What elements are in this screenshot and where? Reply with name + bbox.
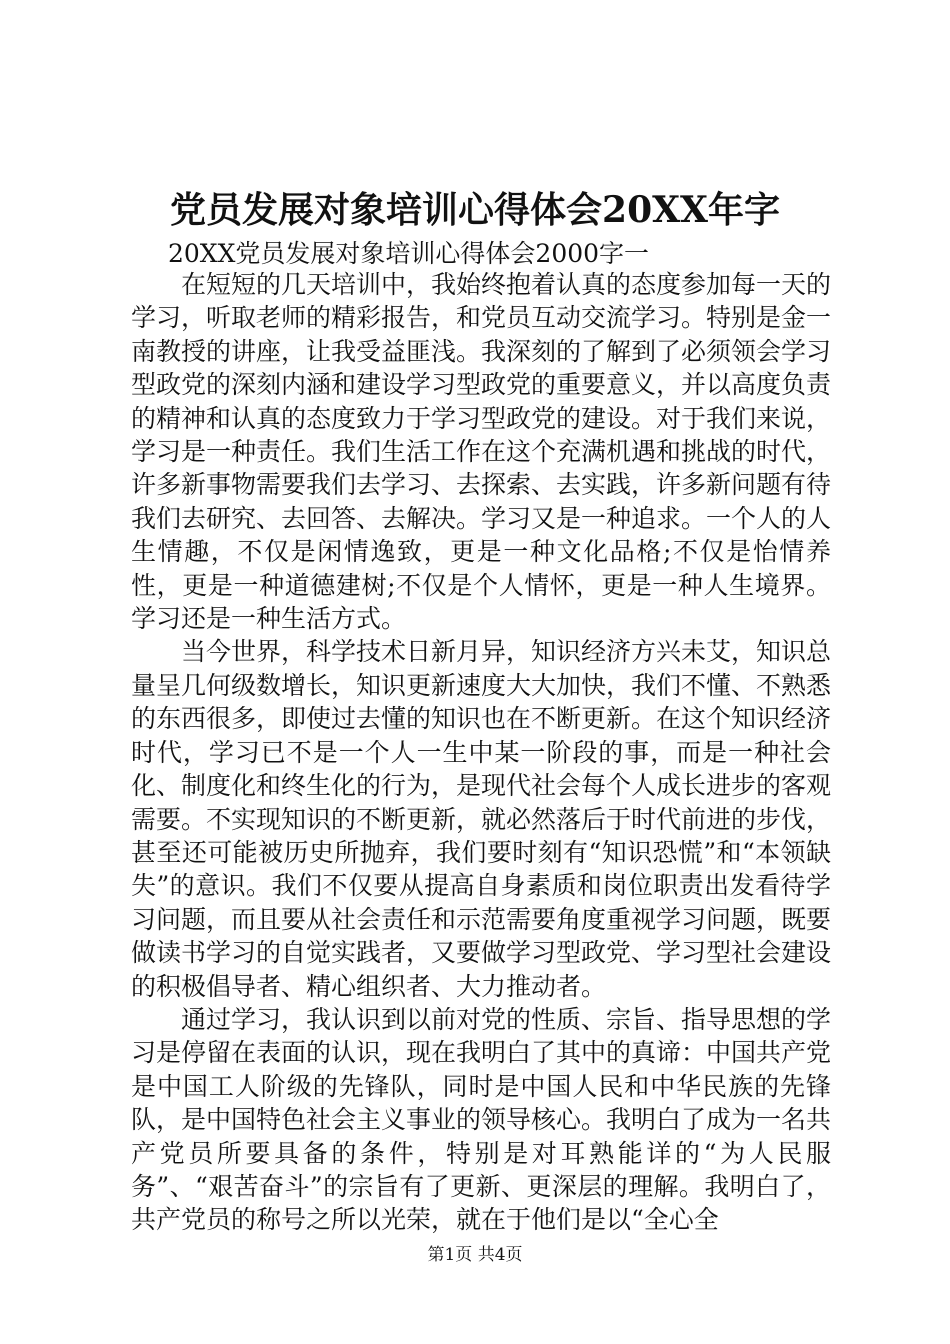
paragraph: 当今世界，科学技术日新月异，知识经济方兴未艾，知识总量呈几何级数增长，知识更新速度大大加快，我们不懂、不熟悉的东西很多，即使过去懂的知识也在不断更新。在这个知识经济时代，学习已不是一个人一生中某一阶段的事，而是一种社会化、制度化和终生化的行为，是现代社会每个人成长进步的客观需要。不实现知识的不断更新，就必然落后于时代前进的步伐，甚至还可能被历史所抛弃，我们要时刻有“知识恐慌”和“本领缺失”的意识。我们不仅要从提高自身素质和岗位职责出发看待学习问题，而且要从社会责任和示范需要角度重视学习问题，既要做读书学习的自觉实践者，又要做学习型政党、学习型社会建设的积极倡导者、精心组织者、大力推动者。 (131, 637, 832, 1001)
paragraph: 在短短的几天培训中，我始终抱着认真的态度参加每一天的学习，听取老师的精彩报告，和党员互动交流学习。特别是金一南教授的讲座，让我受益匪浅。我深刻的了解到了必须领会学习型政党的深刻内涵和建设学习型政党的重要意义，并以高度负责的精神和认真的态度致力于学习型政党的建设。对于我们来说，学习是一种责任。我们生活工作在这个充满机遇和挑战的时代，许多新事物需要我们去学习、去探索、去实践，许多新问题有待我们去研究、去回答、去解决。学习又是一种追求。一个人的人生情趣，不仅是闲情逸致，更是一种文化品格;不仅是怡情养性，更是一种道德建树;不仅是个人情怀，更是一种人生境界。学习还是一种生活方式。 (131, 270, 832, 634)
document-subtitle: 20XX党员发展对象培训心得体会2000字一 (168, 239, 650, 268)
paragraph: 通过学习，我认识到以前对党的性质、宗旨、指导思想的学习是停留在表面的认识，现在我明白了其中的真谛：中国共产党是中国工人阶级的先锋队，同时是中国人民和中华民族的先锋队，是中国特色社会主义事业的领导核心。我明白了成为一名共产党员所要具备的条件，特别是对耳熟能详的“为人民服务”、“艰苦奋斗”的宗旨有了更新、更深层的理解。我明白了，共产党员的称号之所以光荣，就在于他们是以“全心全 (131, 1004, 832, 1235)
page-footer: 第1页 共4页 (427, 1245, 523, 1265)
document-body (131, 268, 831, 1237)
document-title: 党员发展对象培训心得体会20XX年字 (170, 189, 780, 231)
